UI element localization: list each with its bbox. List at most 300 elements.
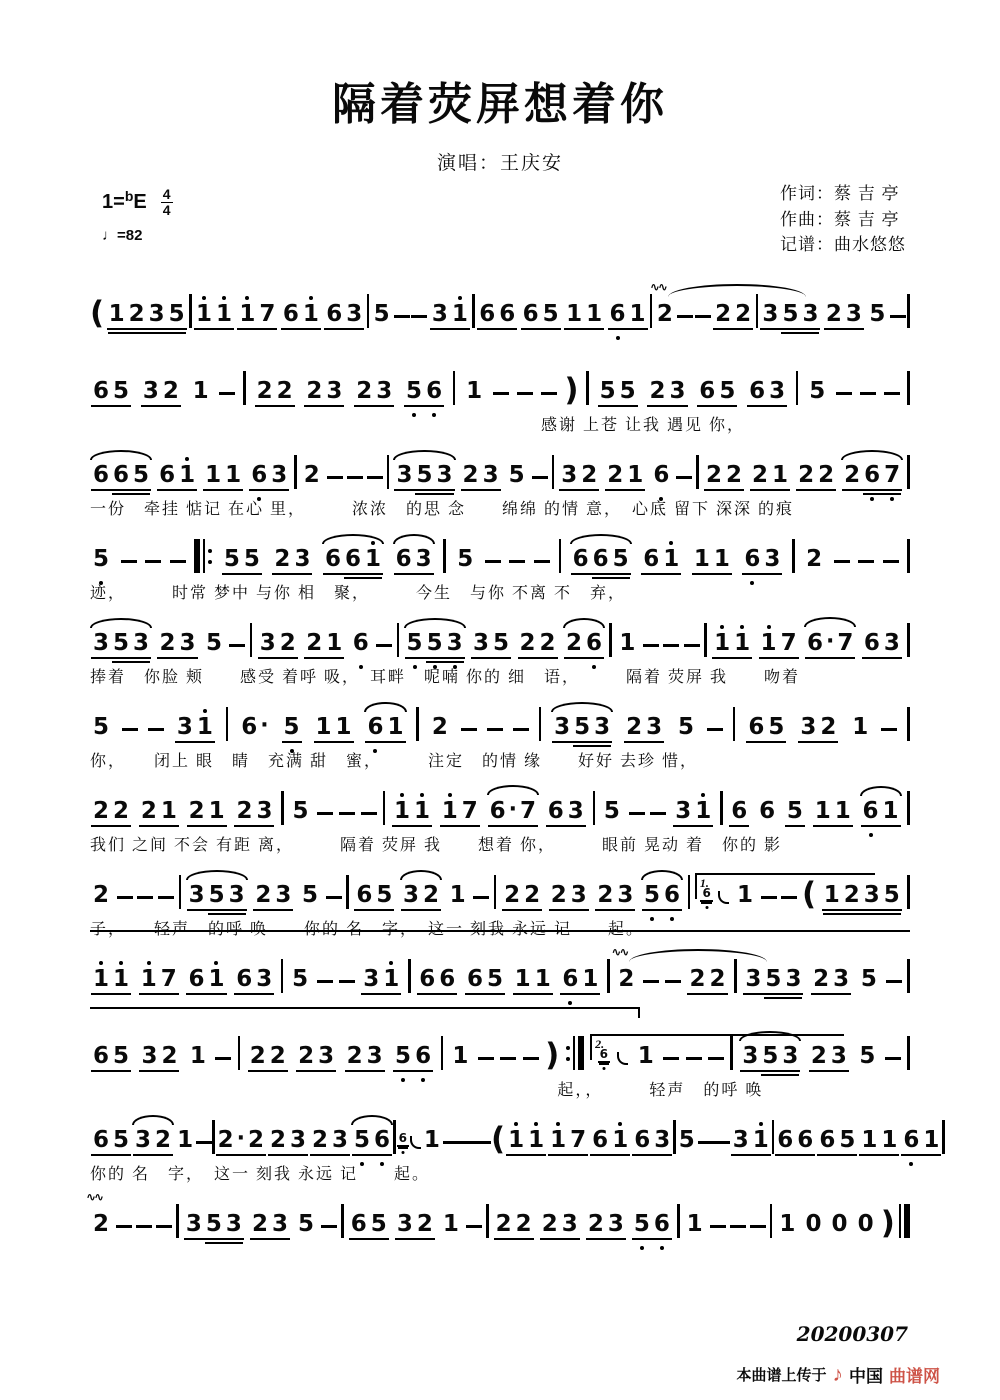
beam-line: [268, 1154, 308, 1156]
duration-dash: [121, 560, 137, 564]
note-group: [539, 1213, 581, 1240]
note-group: [866, 303, 888, 330]
note-digit: 6: [241, 714, 258, 740]
note-digit: 3: [431, 301, 448, 327]
note-digit: 5: [883, 882, 900, 908]
barline: [677, 1204, 680, 1238]
note-digit: 3: [363, 966, 380, 992]
barline: [696, 455, 699, 489]
note-group: [611, 945, 637, 995]
beam-line: [304, 657, 344, 659]
note-digit: 6: [643, 546, 660, 572]
beam-line: [397, 1145, 409, 1147]
note-group: [90, 884, 112, 911]
song-title: 隔着荧屏想着你: [332, 80, 668, 129]
slur-arc-icon: [132, 1115, 174, 1125]
repeat-dot: [566, 1057, 570, 1061]
note-group: [711, 632, 753, 659]
note-digit: 3: [271, 1211, 288, 1237]
beam-line: [477, 328, 517, 330]
note-group: [186, 800, 228, 827]
barline: [899, 1204, 902, 1238]
beam-line: [91, 405, 131, 407]
note-group: [635, 1045, 657, 1072]
lyricist-credit: 作词：蔡 吉 亭: [780, 184, 900, 203]
beam-line: [712, 657, 752, 659]
note-digit: 1: [196, 714, 213, 740]
duration-dash: [707, 728, 723, 732]
note-digit: 3: [594, 714, 611, 740]
note-digit: 7: [884, 462, 901, 488]
augmentation-dot: ·: [236, 1126, 245, 1151]
note-digit: 6: [819, 1127, 836, 1153]
barline: [494, 875, 497, 909]
note-digit: 3: [675, 798, 692, 824]
note-digit: 1: [514, 966, 531, 992]
note-digit: 2: [689, 966, 706, 992]
note-digit: 3: [782, 1043, 799, 1069]
beam-line: [272, 573, 312, 575]
note-digit: 2: [93, 1211, 110, 1237]
note-group: [400, 884, 442, 911]
beam-line: [700, 900, 712, 902]
slur-arc-icon: [186, 870, 248, 880]
note-digit: 6: [609, 301, 626, 327]
note-digit: 2: [813, 966, 830, 992]
note-digit: 1: [772, 462, 789, 488]
beam-subgroup: [760, 1045, 800, 1068]
note-digit: 6: [759, 798, 776, 824]
tie-arc-icon: [629, 949, 767, 962]
lyrics-line: 迹， 时常 梦中 与你 相 聚， 今生 与你 不离 不 弃，: [90, 585, 627, 602]
note-group: [290, 800, 312, 827]
beam-line: [139, 825, 179, 827]
duration-dash: [886, 980, 902, 984]
note-digit: 2: [346, 1043, 363, 1069]
note-digit: 3: [762, 301, 779, 327]
barline: [552, 455, 555, 489]
note-group: [551, 716, 613, 743]
note-digit: 5: [395, 1043, 412, 1069]
volta-continuation-line: [90, 930, 910, 941]
barline: [586, 371, 589, 405]
note-digit: 1: [693, 546, 710, 572]
grace-note-group: [396, 1132, 410, 1147]
score-system: [90, 945, 910, 1015]
note-digit: 6: [415, 1043, 432, 1069]
note-digit: 5: [508, 462, 525, 488]
note-group: [454, 548, 476, 575]
note-group: [281, 716, 303, 743]
note-digit: 2: [256, 378, 273, 404]
score-system: [86, 1190, 910, 1260]
note-digit: 3: [228, 882, 245, 908]
note-digit: 3: [617, 882, 634, 908]
note-group: [823, 303, 865, 330]
barline: [203, 539, 206, 573]
date-stamp: 20200307: [796, 1322, 908, 1346]
duration-dash: [361, 812, 377, 816]
note-digit: 1: [452, 1043, 469, 1069]
note-digit: 1: [923, 1127, 940, 1153]
duration-dash: [493, 392, 509, 396]
note-group: [563, 303, 605, 330]
note-group: [646, 380, 688, 407]
duration-dash: [695, 315, 711, 319]
beam-line: [304, 405, 344, 407]
note-digit: 2: [597, 882, 614, 908]
note-digit: 1: [441, 798, 458, 824]
barline: [907, 791, 910, 825]
note-group: [558, 464, 600, 491]
note-digit: 2: [607, 462, 624, 488]
note-digit: 6: [864, 462, 881, 488]
duration-dash: [513, 728, 529, 732]
note-digit: 1: [225, 462, 242, 488]
note-digit: 1: [713, 546, 730, 572]
note-group: [829, 1213, 851, 1240]
note-group: [309, 1129, 351, 1156]
note-digit: 2: [140, 798, 157, 824]
note-digit: 6: [251, 462, 268, 488]
note-digit: 0: [831, 1211, 848, 1237]
note-group: [470, 632, 512, 659]
beam-line: [365, 741, 405, 743]
note-digit: 1: [383, 966, 400, 992]
beam-line: [598, 1061, 610, 1063]
duration-dash: [629, 812, 645, 816]
second-beam-line: [863, 493, 901, 495]
note-digit: 3: [732, 1127, 749, 1153]
note-digit: 1: [737, 882, 754, 908]
duration-dash: [219, 392, 235, 396]
beam-subgroup: [591, 548, 631, 571]
note-digit: 7: [259, 301, 276, 327]
note-digit: 2: [705, 462, 722, 488]
note-digit: 5: [644, 882, 661, 908]
barline: [176, 1204, 179, 1238]
note-digit: 5: [113, 630, 130, 656]
note-group: [303, 380, 345, 407]
beam-line: [743, 993, 803, 995]
note-digit: 6: [93, 378, 110, 404]
note-group: [460, 464, 502, 491]
beam-line: [393, 1070, 433, 1072]
note-group: [570, 548, 632, 575]
note-group: [404, 632, 466, 659]
note-digit: 2: [269, 1043, 286, 1069]
note-digit: 6: [653, 1211, 670, 1237]
note-group: [641, 884, 683, 911]
note-group: [238, 715, 270, 743]
slur-arc-icon: [404, 618, 466, 628]
barline: [734, 959, 737, 993]
note-digit: 6: [599, 1047, 608, 1061]
notation-line: [90, 447, 910, 491]
note-group: [616, 632, 638, 659]
beam-line: [133, 1154, 173, 1156]
barline: [387, 455, 390, 489]
beam-subgroup: [111, 464, 151, 487]
note-group: [348, 1213, 390, 1240]
note-digit: 6: [634, 1127, 651, 1153]
note-digit: 6: [282, 301, 299, 327]
beam-line: [859, 1154, 899, 1156]
note-digit: 2: [217, 1127, 234, 1153]
repeat-barline: [566, 1036, 584, 1070]
note-digit: 6: [499, 301, 516, 327]
note-group: [734, 884, 756, 911]
note-group: [351, 1129, 393, 1156]
note-digit: 5: [633, 1211, 650, 1237]
second-beam-line: [573, 745, 611, 747]
duration-dash: [650, 812, 666, 816]
duration-dash: [663, 644, 679, 648]
duration-dash: [394, 315, 410, 319]
note-digit: 3: [259, 630, 276, 656]
note-group: [797, 716, 839, 743]
note-digit: 1: [586, 301, 603, 327]
note-digit: 6: [356, 882, 373, 908]
repeat-barline: [194, 539, 212, 573]
beam-line: [361, 993, 401, 995]
beam-line: [742, 573, 782, 575]
lyrics-line: 我们 之间 不会 有距 离， 隔着 荧屏 我 想着 你， 眼前 晃动 着 你的 影: [90, 837, 783, 854]
note-digit: 2: [806, 546, 823, 572]
lyrics-line: 你的 名 字， 这一 刻我 永远 记 起。: [90, 1166, 431, 1183]
beam-line: [258, 657, 298, 659]
beam-line: [175, 741, 215, 743]
note-group: [249, 1213, 291, 1240]
note-group: [439, 800, 481, 827]
note-group: [193, 303, 235, 330]
note-digit: 5: [612, 546, 629, 572]
beam-line: [139, 993, 179, 995]
beam-line: [731, 1154, 771, 1156]
note-group: [295, 1045, 337, 1072]
note-digit: 1: [852, 714, 869, 740]
note-digit: 2: [810, 1043, 827, 1069]
note-group: [795, 464, 837, 491]
note-digit: 2: [495, 1211, 512, 1237]
duration-dash: [523, 1057, 539, 1061]
note-digit: 5: [301, 882, 318, 908]
note-digit: 6: [398, 1131, 407, 1145]
note-digit: 1: [113, 966, 130, 992]
beam-line: [513, 993, 553, 995]
note-group: [563, 632, 605, 659]
augmentation-dot: ·: [826, 629, 835, 654]
site-name-red: 曲谱网: [889, 1367, 940, 1386]
repeat-dot: [208, 549, 212, 553]
note-group: [758, 632, 800, 659]
duration-dash: [466, 1225, 482, 1229]
transcriber-credit: 记谱：曲水悠悠: [780, 235, 906, 254]
note-group: [140, 380, 182, 407]
note-digit: 6: [326, 301, 343, 327]
barline: [942, 1120, 945, 1154]
beam-line: [824, 328, 864, 330]
duration-dash: [834, 560, 850, 564]
notation-line: [90, 945, 910, 995]
note-digit: 6: [93, 1043, 110, 1069]
duration-dash: [376, 644, 392, 648]
second-beam-line: [823, 913, 901, 915]
note-group: [186, 884, 248, 911]
note-digit: 5: [719, 378, 736, 404]
note-group: [640, 548, 682, 575]
note-digit: 3: [332, 1127, 349, 1153]
note-group: [254, 380, 296, 407]
note-group: [221, 548, 263, 575]
note-digit: 6: [592, 1127, 609, 1153]
meta-block: [90, 181, 910, 273]
note-group: [604, 464, 646, 491]
note-group: [684, 1213, 706, 1240]
note-group: [672, 800, 714, 827]
duration-dash: [116, 1225, 132, 1229]
note-group: [623, 716, 665, 743]
barline: [539, 707, 542, 741]
slur-arc-icon: [90, 450, 152, 460]
note-digit: 3: [176, 714, 193, 740]
note-digit: 6: [159, 462, 176, 488]
parenthesis: (: [801, 876, 817, 912]
duration-dash: [836, 392, 852, 396]
barline: [179, 875, 182, 909]
note-group: [691, 548, 733, 575]
note-digit: 2: [825, 301, 842, 327]
note-group: [421, 1129, 443, 1156]
duration-dash: [137, 896, 153, 900]
duration-dash: [677, 315, 693, 319]
note-digit: 5: [93, 546, 110, 572]
note-digit: 1: [881, 1127, 898, 1153]
note-digit: 1: [108, 301, 125, 327]
note-digit: 1: [335, 714, 352, 740]
note-group: [594, 884, 636, 911]
note-digit: 5: [93, 714, 110, 740]
score-system: [90, 867, 910, 938]
note-group: [802, 1213, 824, 1240]
note-group: [858, 1129, 900, 1156]
note-digit: 3: [271, 462, 288, 488]
barline: [907, 539, 910, 573]
duration-dash: [487, 728, 503, 732]
beam-line: [349, 1238, 389, 1240]
note-digit: 2: [844, 462, 861, 488]
beam-subgroup: [780, 303, 820, 326]
note-group: [394, 1213, 436, 1240]
note-digit: 5: [168, 301, 185, 327]
note-digit: 6: [93, 1127, 110, 1153]
note-group: [739, 1045, 801, 1072]
note-digit: 1: [423, 1127, 440, 1153]
key-signature: [102, 187, 173, 217]
note-digit: 3: [93, 630, 110, 656]
note-group: [90, 716, 112, 743]
note-digit: 2: [276, 378, 293, 404]
beam-line: [91, 657, 151, 659]
note-digit: 5: [370, 1211, 387, 1237]
beam-line: [521, 328, 561, 330]
note-digit: 3: [570, 882, 587, 908]
note-digit: 5: [839, 1127, 856, 1153]
note-group: [804, 631, 856, 659]
note-group: [90, 1045, 132, 1072]
note-group: [447, 884, 469, 911]
beam-line: [861, 825, 901, 827]
note-digit: 5: [133, 462, 150, 488]
note-group: [393, 548, 435, 575]
note-digit: 2: [649, 378, 666, 404]
beam-line: [392, 825, 432, 827]
note-digit: 2: [251, 1211, 268, 1237]
beam-line: [461, 489, 501, 491]
note-digit: 7: [570, 1127, 587, 1153]
slur-arc-icon: [364, 702, 406, 712]
note-digit: 2: [626, 714, 643, 740]
note-group: [856, 1045, 878, 1072]
note-digit: 1: [93, 966, 110, 992]
note-digit: 1: [508, 1127, 525, 1153]
note-group: [756, 800, 778, 827]
note-digit: 5: [768, 714, 785, 740]
note-digit: 0: [805, 1211, 822, 1237]
beam-line: [549, 909, 589, 911]
note-group: [295, 1213, 317, 1240]
notation-line: [90, 783, 910, 827]
beam-line: [750, 489, 790, 491]
note-group: [303, 632, 345, 659]
note-group: [313, 716, 355, 743]
beam-line: [430, 328, 470, 330]
note-digit: 3: [415, 546, 432, 572]
note-digit: 1: [302, 301, 319, 327]
note-group: [138, 1045, 180, 1072]
flat-icon: b: [124, 188, 134, 205]
note-digit: 1: [814, 798, 831, 824]
barline: [441, 1036, 444, 1070]
note-group: [90, 1129, 132, 1156]
note-digit: 1: [686, 1211, 703, 1237]
note-digit: 2: [255, 882, 272, 908]
barline: [907, 707, 910, 741]
note-digit: 6: [367, 714, 384, 740]
barline: [397, 623, 400, 657]
note-digit: 6: [797, 1127, 814, 1153]
note-digit: 6: [113, 462, 130, 488]
note-digit: 2: [93, 798, 110, 824]
note-digit: 6: [744, 546, 761, 572]
second-beam-line: [761, 1074, 799, 1076]
beam-line: [139, 1070, 179, 1072]
beam-line: [157, 489, 197, 491]
note-digit: 2: [524, 882, 541, 908]
note-group: [703, 464, 745, 491]
note-group: [649, 280, 676, 330]
note-digit: 2: [462, 462, 479, 488]
note-group: [86, 1190, 112, 1240]
beam-line: [546, 825, 586, 827]
barline: [408, 959, 411, 993]
note-digit: 5: [373, 301, 390, 327]
note-digit: 3: [326, 378, 343, 404]
grace-note-group: [597, 1048, 611, 1063]
note-group: [323, 303, 365, 330]
score-system: [90, 447, 910, 518]
beam-line: [234, 825, 274, 827]
